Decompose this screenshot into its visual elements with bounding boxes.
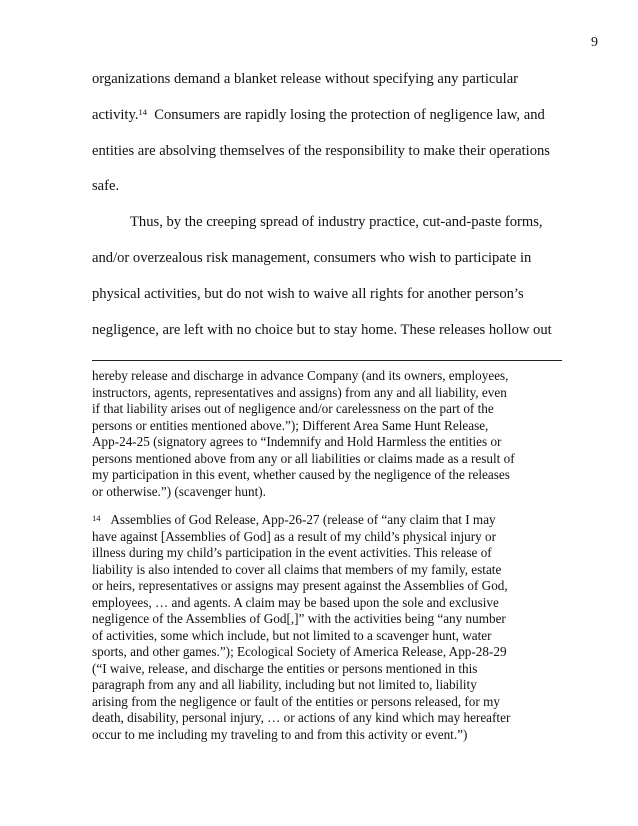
body-line-text: activity. <box>92 106 139 123</box>
footnote-line: occur to me including my traveling to and from this activity or event.”) <box>92 726 468 742</box>
page-number: 9 <box>591 35 598 50</box>
footnote-line: paragraph from any and all liability, including but not limited to, liability <box>92 677 477 692</box>
body-line: safe. <box>92 178 120 195</box>
footnote-line: employees, … and agents. A claim may be based upon the sole and exclusive <box>92 594 499 610</box>
body-line: Thus, by the creeping spread of industry practice, cut-and-paste forms, <box>130 214 543 231</box>
footnote-line: of activities, some which include, but not limited to a scavenger hunt, water <box>92 627 492 643</box>
footnote-line: App-24-25 (signatory agrees to “Indemnify and Hold Harmless the entities or <box>92 434 502 449</box>
footnote-line: if that liability arises out of negligence and/or carelessness on the part of the <box>92 401 494 416</box>
footnote-line: sports, and other games.”); Ecological Society of America Release, App-28-29 <box>92 644 507 659</box>
footnote-reference[interactable]: 14 <box>138 106 147 117</box>
footnote-line-text: Assemblies of God Release, App-26-27 (release of “any claim that I may <box>110 512 496 527</box>
footnote-line: or heirs, representatives or assigns may present against the Assemblies of God, <box>92 578 508 593</box>
body-line: and/or overzealous risk management, consumers who wish to participate in <box>92 249 532 266</box>
body-text <box>92 67 572 353</box>
footnote-line: liability is also intended to cover all claims that members of my family, estate <box>92 561 502 577</box>
footnote-line: death, disability, personal injury, … or actions of any kind which may hereafter <box>92 710 511 725</box>
body-line: organizations demand a blanket release without specifying any particular <box>92 71 519 87</box>
footnote-line: have against [Assemblies of God] as a result of my child’s physical injury or <box>92 528 496 544</box>
body-line: negligence, are left with no choice but to stay home. These releases hollow out <box>92 321 552 338</box>
footnote-separator <box>92 360 562 361</box>
footnote-line: (“I waive, release, and discharge the entities or persons mentioned in this <box>92 660 478 676</box>
footnote-spacer <box>101 512 111 527</box>
footnote-line: negligence of the Assemblies of God[,]” with the activities being “any number <box>92 611 506 626</box>
footnote-line: arising from the negligence or fault of the entities or persons released, for my <box>92 693 500 709</box>
footnote-marker: 14 <box>92 513 101 523</box>
footnote-14-first-line <box>92 512 572 529</box>
body-line: physical activities, but do not wish to waive all rights for another person’s <box>92 285 524 302</box>
body-line <box>92 103 572 139</box>
footnote-line: or otherwise.”) (scavenger hunt). <box>92 483 266 499</box>
footnotes <box>92 368 572 743</box>
footnote-line: persons mentioned above from any or all liabilities or claims made as a result of <box>92 450 515 466</box>
body-line: entities are absolving themselves of the responsibility to make their operations <box>92 142 550 159</box>
footnote-line: illness during my child’s participation in the event activities. This release of <box>92 545 492 560</box>
body-line-text: Consumers are rapidly losing the protection of negligence law, and <box>154 106 545 123</box>
footnote-gap <box>92 500 572 512</box>
footnote-line: instructors, agents, representatives and assigns) from any and all liability, even <box>92 384 507 400</box>
footnote-line: hereby release and discharge in advance Company (and its owners, employees, <box>92 368 509 383</box>
footnote-line: my participation in this event, whether caused by the negligence of the releases <box>92 467 510 482</box>
footnote-line: persons or entities mentioned above.”); Different Area Same Hunt Release, <box>92 417 489 433</box>
